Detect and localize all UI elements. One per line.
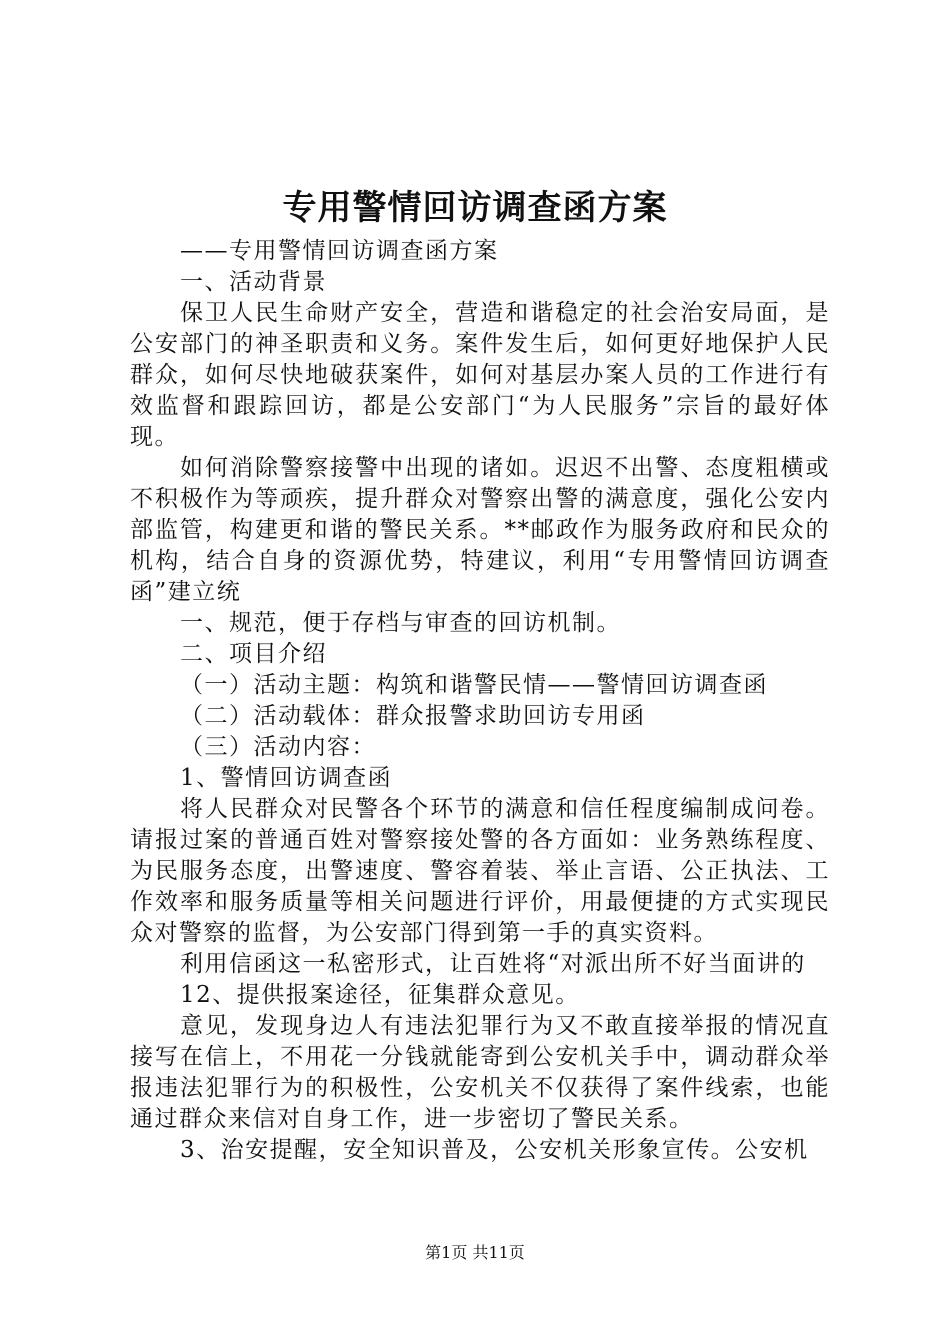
document-body xyxy=(130,236,830,1166)
page-number: 第1页 共11页 xyxy=(425,1243,525,1262)
section-heading: 二、项目介绍 xyxy=(180,641,327,667)
subtitle-line: ——专用警情回访调查函方案 xyxy=(180,238,499,264)
list-item: （三）活动内容： xyxy=(180,734,376,760)
paragraph: 如何消除警察接警中出现的诸如。迟迟不出警、态度粗横或不积极作为等顽疾，提升群众对警察出警的满意度，强化公安内部监管，构建更和谐的警民关系。**邮政作为服务政府和民众的机构，结合自身的资源优势，特建议，利用“专用警情回访调查函”建立统 xyxy=(130,455,830,605)
paragraph: 保卫人民生命财产安全，营造和谐稳定的社会治安局面，是公安部门的神圣职责和义务。案件发生后，如何更好地保护人民群众，如何尽快地破获案件，如何对基层办案人员的工作进行有效监督和跟踪回访，都是公安部门“为人民服务”宗旨的最好体现。 xyxy=(130,300,830,450)
paragraph: 将人民群众对民警各个环节的满意和信任程度编制成问卷。请报过案的普通百姓对警察接处警的各方面如：业务熟练程度、为民服务态度，出警速度、警容着装、举止言语、公正执法、工作效率和服务质量等相关问题进行评价，用最便捷的方式实现民众对警察的监督，为公安部门得到第一手的真实资料。 xyxy=(130,796,830,946)
section-heading: 一、活动背景 xyxy=(180,269,327,295)
paragraph: 3、治安提醒，安全知识普及，公安机关形象宣传。公安机 xyxy=(180,1137,809,1163)
list-item: 12、提供报案途径，征集群众意见。 xyxy=(180,982,580,1008)
document-title: 专用警情回访调查函方案 xyxy=(282,188,668,228)
paragraph: 一、规范，便于存档与审查的回访机制。 xyxy=(180,610,621,636)
list-item: （一）活动主题：构筑和谐警民情——警情回访调查函 xyxy=(180,672,768,698)
list-item: 1、警情回访调查函 xyxy=(180,765,393,791)
paragraph: 利用信函这一私密形式，让百姓将“对派出所不好当面讲的 xyxy=(180,951,806,977)
paragraph: 意见，发现身边人有违法犯罪行为又不敢直接举报的情况直接写在信上，不用花一分钱就能寄到公安机关手中，调动群众举报违法犯罪行为的积极性，公安机关不仅获得了案件线索，也能通过群众来信对自身工作，进一步密切了警民关系。 xyxy=(130,1013,830,1132)
list-item: （二）活动载体：群众报警求助回访专用函 xyxy=(180,703,646,729)
